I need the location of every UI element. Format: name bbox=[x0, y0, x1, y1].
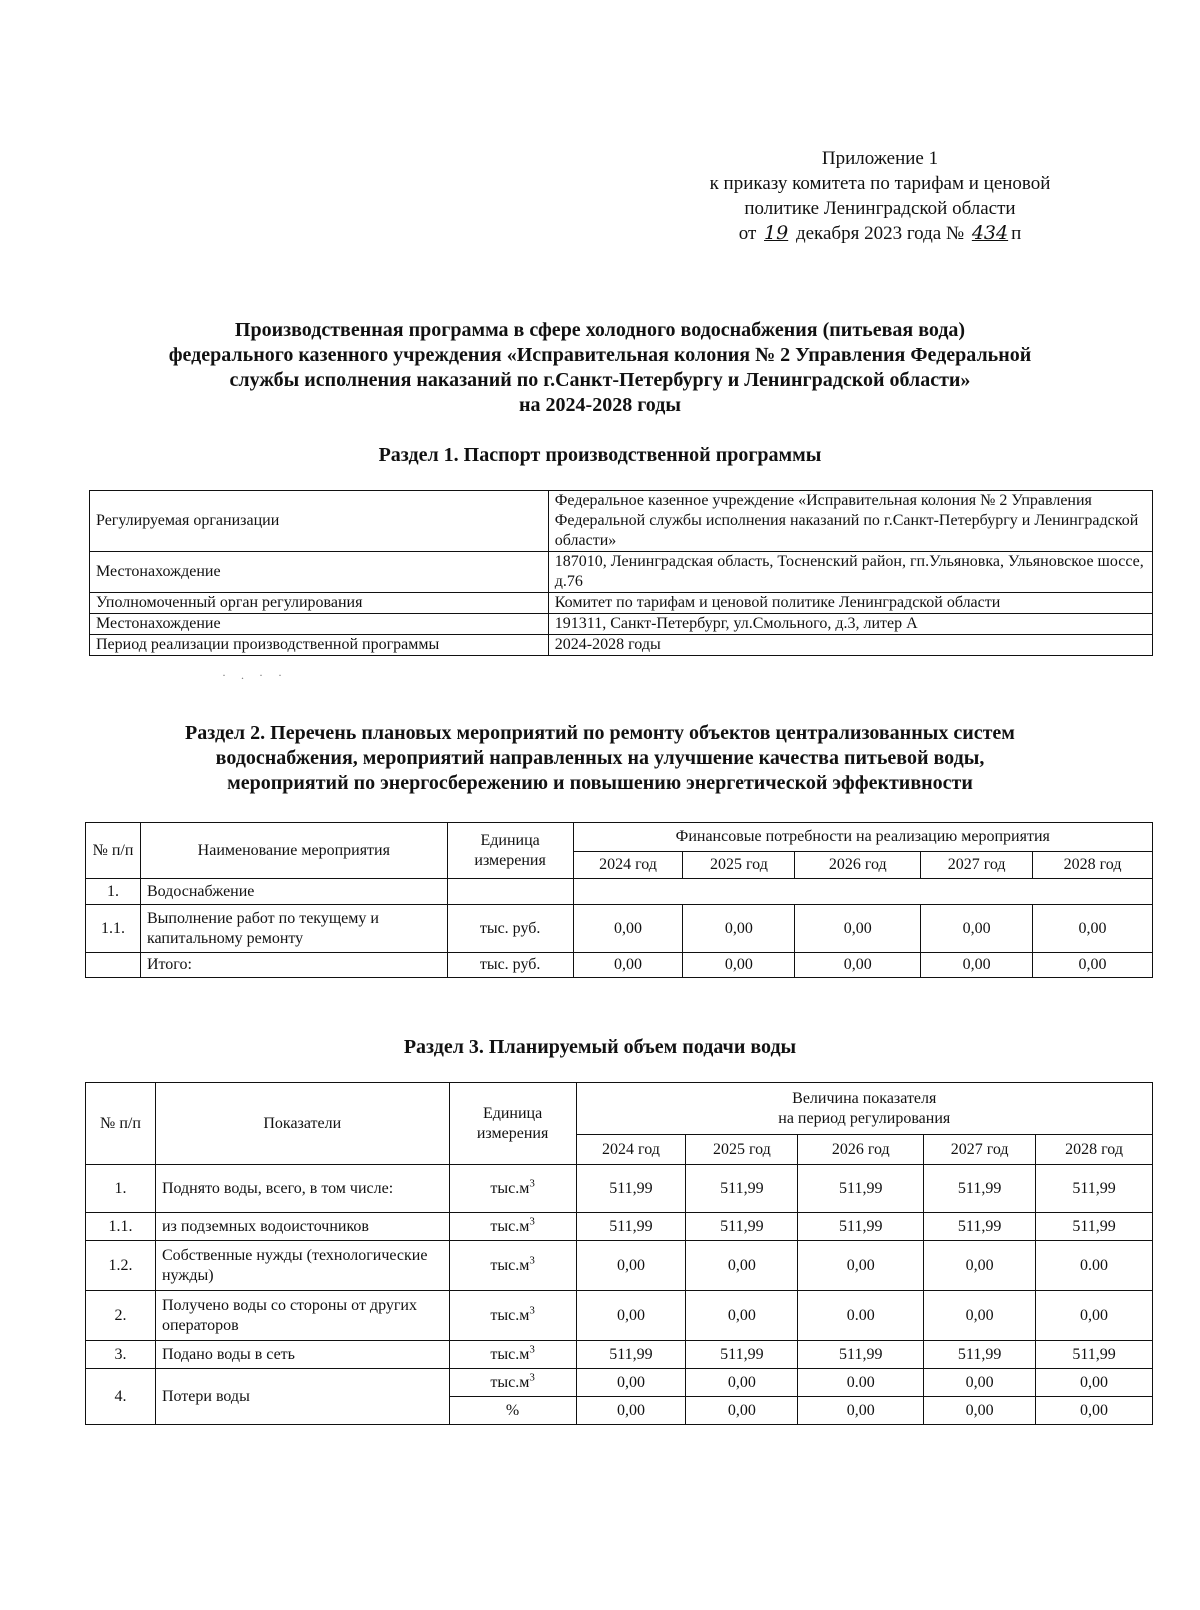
unit-text: тыс.м bbox=[490, 1306, 530, 1324]
year-header: 2028 год bbox=[1036, 1135, 1153, 1165]
value-cell: 511,99 bbox=[1036, 1341, 1153, 1369]
passport-value: 187010, Ленинградская область, Тосненский район, гп.Ульяновка, Ульяновское шоссе, д.76 bbox=[548, 552, 1152, 593]
value-cell: 0,00 bbox=[1033, 905, 1153, 953]
passport-value: Федеральное казенное учреждение «Исправительная колония № 2 Управления Федеральной службы исполнения наказаний по г.Санкт-Петербургу и Ленинградской области» bbox=[548, 491, 1152, 552]
row-num: 3. bbox=[86, 1341, 156, 1369]
table-row bbox=[86, 905, 1153, 953]
table-row bbox=[86, 1341, 1153, 1369]
table-row bbox=[90, 635, 1153, 656]
value-cell: 0,00 bbox=[795, 905, 921, 953]
row-unit bbox=[449, 1165, 576, 1213]
table-row bbox=[86, 879, 1153, 905]
unit-exponent: 3 bbox=[529, 1371, 535, 1384]
value-cell: 511,99 bbox=[798, 1165, 924, 1213]
value-cell: 0.00 bbox=[798, 1369, 924, 1397]
unit-exponent: 3 bbox=[529, 1177, 535, 1190]
unit-text: тыс.м bbox=[490, 1373, 530, 1391]
value-cell: 0.00 bbox=[798, 1291, 924, 1341]
unit-exponent: 3 bbox=[529, 1343, 535, 1356]
volumes-table bbox=[85, 1082, 1153, 1425]
row-num: 1. bbox=[86, 879, 141, 905]
value-cell: 0,00 bbox=[576, 1369, 686, 1397]
row-name: Потери воды bbox=[155, 1369, 449, 1425]
row-empty-values bbox=[573, 879, 1152, 905]
group-header-line: на период регулирования bbox=[778, 1109, 951, 1127]
row-num: 2. bbox=[86, 1291, 156, 1341]
value-cell: 511,99 bbox=[686, 1165, 798, 1213]
date-prefix: от bbox=[738, 223, 757, 244]
section1-heading: Раздел 1. Паспорт производственной программы bbox=[378, 444, 822, 466]
row-name: Итого: bbox=[140, 953, 447, 978]
handwritten-day: 19 bbox=[764, 222, 789, 244]
total-row bbox=[86, 953, 1153, 978]
col-header-unit: Единица измерения bbox=[449, 1083, 576, 1165]
row-name: Водоснабжение bbox=[140, 879, 447, 905]
row-unit: тыс. руб. bbox=[447, 953, 573, 978]
header-row bbox=[86, 823, 1153, 852]
scan-speckles: · . · · bbox=[222, 668, 288, 682]
value-cell: 0,00 bbox=[686, 1397, 798, 1425]
unit-text: тыс.м bbox=[490, 1345, 530, 1363]
value-cell: 0,00 bbox=[686, 1291, 798, 1341]
value-cell: 0,00 bbox=[576, 1241, 686, 1291]
value-cell: 0,00 bbox=[1036, 1291, 1153, 1341]
row-num: 1. bbox=[86, 1165, 156, 1213]
value-cell: 511,99 bbox=[924, 1341, 1036, 1369]
row-name: из подземных водоисточников bbox=[155, 1213, 449, 1241]
table-row bbox=[90, 491, 1153, 552]
appendix-line: к приказу комитета по тарифам и ценовой bbox=[709, 173, 1051, 194]
value-cell: 511,99 bbox=[1036, 1213, 1153, 1241]
unit-exponent: 3 bbox=[529, 1215, 535, 1228]
row-num bbox=[86, 953, 141, 978]
value-cell: 511,99 bbox=[576, 1165, 686, 1213]
section3-heading: Раздел 3. Планируемый объем подачи воды bbox=[403, 1036, 797, 1058]
year-header: 2025 год bbox=[683, 852, 795, 879]
year-header: 2026 год bbox=[795, 852, 921, 879]
table-row bbox=[90, 614, 1153, 635]
value-cell: 0,00 bbox=[573, 905, 683, 953]
table-row bbox=[90, 593, 1153, 614]
number-suffix: п bbox=[1011, 223, 1022, 244]
value-cell: 0,00 bbox=[1036, 1369, 1153, 1397]
value-cell: 0,00 bbox=[921, 953, 1033, 978]
col-header-group bbox=[576, 1083, 1152, 1135]
unit-exponent: 3 bbox=[529, 1304, 535, 1317]
value-cell: 0,00 bbox=[924, 1397, 1036, 1425]
row-num: 1.1. bbox=[86, 1213, 156, 1241]
row-num: 4. bbox=[86, 1369, 156, 1425]
value-cell: 0.00 bbox=[1036, 1241, 1153, 1291]
value-cell: 511,99 bbox=[1036, 1165, 1153, 1213]
row-name: Подано воды в сеть bbox=[155, 1341, 449, 1369]
value-cell: 0,00 bbox=[1036, 1397, 1153, 1425]
row-unit bbox=[449, 1291, 576, 1341]
row-name: Собственные нужды (технологические нужды) bbox=[155, 1241, 449, 1291]
passport-key: Регулируемая организации bbox=[90, 491, 549, 552]
header-row bbox=[86, 1083, 1153, 1135]
passport-key: Местонахождение bbox=[90, 552, 549, 593]
passport-key: Период реализации производственной программы bbox=[90, 635, 549, 656]
appendix-line: политике Ленинградской области bbox=[744, 198, 1016, 219]
title-line: Производственная программа в сфере холодного водоснабжения (питьевая вода) bbox=[234, 319, 966, 341]
col-header-group: Финансовые потребности на реализацию мероприятия bbox=[573, 823, 1152, 852]
unit-text: тыс.м bbox=[490, 1256, 530, 1274]
unit-text: тыс.м bbox=[490, 1179, 530, 1197]
table-row bbox=[86, 1241, 1153, 1291]
value-cell: 511,99 bbox=[924, 1213, 1036, 1241]
value-cell: 0,00 bbox=[576, 1291, 686, 1341]
value-cell: 511,99 bbox=[798, 1213, 924, 1241]
title-line: на 2024-2028 годы bbox=[519, 394, 681, 416]
value-cell: 0,00 bbox=[798, 1241, 924, 1291]
year-header: 2024 год bbox=[576, 1135, 686, 1165]
year-header: 2027 год bbox=[924, 1135, 1036, 1165]
unit-exponent: 3 bbox=[529, 1254, 535, 1267]
value-cell: 511,99 bbox=[576, 1341, 686, 1369]
value-cell: 0,00 bbox=[576, 1397, 686, 1425]
passport-key: Местонахождение bbox=[90, 614, 549, 635]
passport-value: 2024-2028 годы bbox=[548, 635, 1152, 656]
document-title bbox=[60, 318, 1140, 418]
value-cell: 511,99 bbox=[576, 1213, 686, 1241]
value-cell: 0,00 bbox=[921, 905, 1033, 953]
value-cell: 0,00 bbox=[573, 953, 683, 978]
table-row bbox=[86, 1213, 1153, 1241]
section2-heading bbox=[60, 721, 1140, 796]
value-cell: 511,99 bbox=[924, 1165, 1036, 1213]
row-name: Выполнение работ по текущему и капитальному ремонту bbox=[140, 905, 447, 953]
row-num: 1.2. bbox=[86, 1241, 156, 1291]
heading-line: Раздел 2. Перечень плановых мероприятий по ремонту объектов централизованных систем bbox=[185, 722, 1015, 744]
group-header-line: Величина показателя bbox=[792, 1089, 937, 1107]
table-row bbox=[90, 552, 1153, 593]
passport-key: Уполномоченный орган регулирования bbox=[90, 593, 549, 614]
heading-line: водоснабжения, мероприятий направленных на улучшение качества питьевой воды, bbox=[215, 747, 985, 769]
col-header-num: № п/п bbox=[86, 1083, 156, 1165]
value-cell: 0,00 bbox=[683, 905, 795, 953]
year-header: 2025 год bbox=[686, 1135, 798, 1165]
year-header: 2026 год bbox=[798, 1135, 924, 1165]
passport-value: Комитет по тарифам и ценовой политике Ленинградской области bbox=[548, 593, 1152, 614]
row-name: Получено воды со стороны от других операторов bbox=[155, 1291, 449, 1341]
row-unit: тыс. руб. bbox=[447, 905, 573, 953]
row-unit bbox=[447, 879, 573, 905]
table-row bbox=[86, 1369, 1153, 1397]
col-header-num: № п/п bbox=[86, 823, 141, 879]
table-row bbox=[86, 1291, 1153, 1341]
value-cell: 0,00 bbox=[686, 1369, 798, 1397]
appendix-line: Приложение 1 bbox=[821, 148, 939, 169]
row-unit bbox=[449, 1241, 576, 1291]
unit-text: тыс.м bbox=[490, 1217, 530, 1235]
col-header-unit: Единица измерения bbox=[447, 823, 573, 879]
year-header: 2028 год bbox=[1033, 852, 1153, 879]
title-line: службы исполнения наказаний по г.Санкт-Петербургу и Ленинградской области» bbox=[229, 369, 971, 391]
value-cell: 0,00 bbox=[798, 1397, 924, 1425]
table-row bbox=[86, 1165, 1153, 1213]
appendix-date-line bbox=[640, 221, 1120, 246]
value-cell: 0,00 bbox=[924, 1291, 1036, 1341]
col-header-name: Наименование мероприятия bbox=[140, 823, 447, 879]
value-cell: 511,99 bbox=[798, 1341, 924, 1369]
row-name: Поднято воды, всего, в том числе: bbox=[155, 1165, 449, 1213]
row-unit bbox=[449, 1369, 576, 1397]
year-header: 2027 год bbox=[921, 852, 1033, 879]
row-num: 1.1. bbox=[86, 905, 141, 953]
value-cell: 0,00 bbox=[924, 1369, 1036, 1397]
col-header-name: Показатели bbox=[155, 1083, 449, 1165]
handwritten-number: 434 bbox=[971, 222, 1009, 244]
row-unit bbox=[449, 1341, 576, 1369]
row-unit bbox=[449, 1213, 576, 1241]
passport-table bbox=[89, 490, 1153, 656]
value-cell: 0,00 bbox=[1033, 953, 1153, 978]
appendix-block bbox=[640, 146, 1120, 246]
passport-value: 191311, Санкт-Петербург, ул.Смольного, д.3, литер А bbox=[548, 614, 1152, 635]
title-line: федерального казенного учреждения «Исправительная колония № 2 Управления Федеральной bbox=[168, 344, 1032, 366]
value-cell: 0,00 bbox=[686, 1241, 798, 1291]
measures-table bbox=[85, 822, 1153, 978]
date-middle: декабря 2023 года № bbox=[795, 223, 965, 244]
row-unit: % bbox=[449, 1397, 576, 1425]
value-cell: 511,99 bbox=[686, 1213, 798, 1241]
year-header: 2024 год bbox=[573, 852, 683, 879]
value-cell: 0,00 bbox=[795, 953, 921, 978]
value-cell: 511,99 bbox=[686, 1341, 798, 1369]
value-cell: 0,00 bbox=[924, 1241, 1036, 1291]
value-cell: 0,00 bbox=[683, 953, 795, 978]
heading-line: мероприятий по энергосбережению и повышению энергетической эффективности bbox=[227, 772, 973, 794]
